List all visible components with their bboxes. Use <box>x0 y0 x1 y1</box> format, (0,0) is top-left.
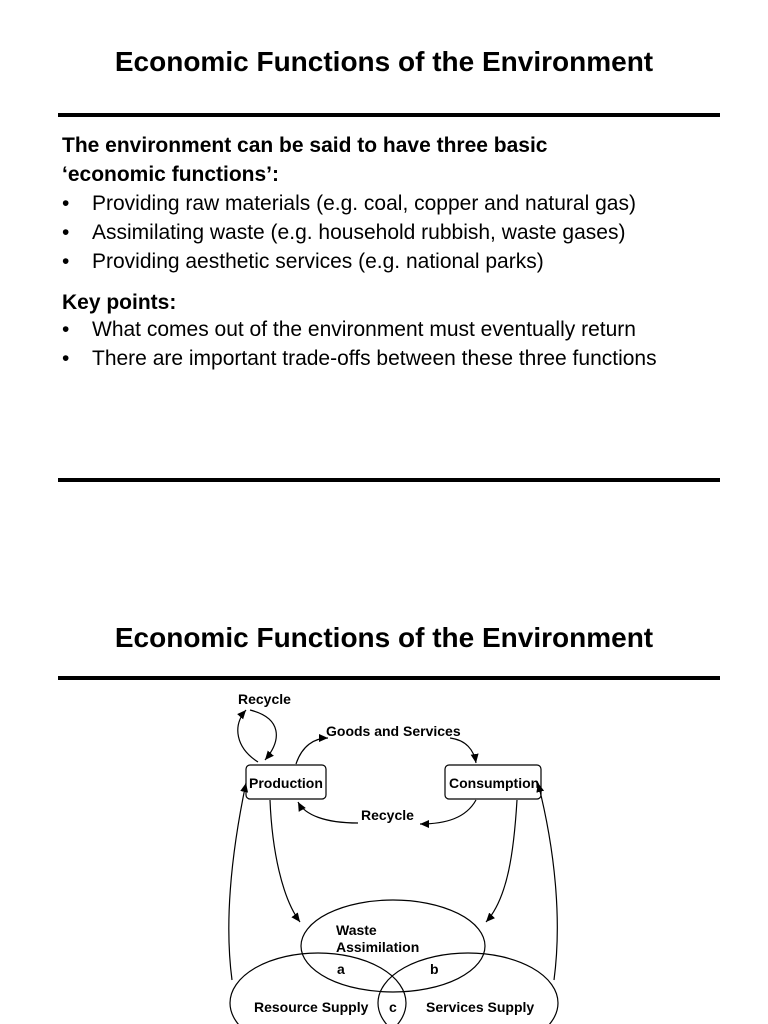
intro-line-2: ‘economic functions’: <box>62 163 280 186</box>
consumption-label: Consumption <box>449 775 540 791</box>
resources-to-production-arrow <box>229 783 246 980</box>
arrow-to-consumption <box>450 738 476 763</box>
arrow-to-goods-label <box>296 738 328 764</box>
services-to-consumption-arrow <box>538 783 557 980</box>
slide-1-bottom-divider <box>58 478 720 482</box>
bullet-marker: • <box>62 318 70 341</box>
region-c-label: c <box>389 999 397 1015</box>
recycle-loop-arrow <box>238 710 276 762</box>
region-a-label: a <box>337 961 345 977</box>
functions-list <box>62 189 722 276</box>
region-b-label: b <box>430 961 439 977</box>
production-label: Production <box>249 775 323 791</box>
resource-supply-label: Resource Supply <box>254 999 369 1015</box>
list-item-text: There are important trade-offs between these three functions <box>92 347 657 370</box>
environment-flow-diagram <box>0 680 768 1024</box>
list-item-text: What comes out of the environment must eventually return <box>92 318 636 341</box>
waste-label-line-1: Waste <box>336 922 377 938</box>
list-item <box>62 344 722 373</box>
slide-1-title: Economic Functions of the Environment <box>114 46 654 77</box>
list-item-text: Assimilating waste (e.g. household rubbish, waste gases) <box>92 221 626 244</box>
list-item <box>62 189 722 218</box>
list-item-text: Providing aesthetic services (e.g. national parks) <box>92 250 544 273</box>
title-divider <box>58 113 720 117</box>
recycle-to-production-arrow <box>298 802 358 823</box>
intro-text <box>62 131 722 189</box>
waste-label-line-2: Assimilation <box>336 939 420 955</box>
consumption-to-waste-arrow <box>486 800 517 922</box>
bullet-marker: • <box>62 221 70 244</box>
recycle-middle-label: Recycle <box>361 807 414 823</box>
list-item <box>62 247 722 276</box>
recycle-top-label: Recycle <box>238 691 291 707</box>
list-item <box>62 315 722 344</box>
slide-2-title: Economic Functions of the Environment <box>114 622 654 653</box>
bullet-marker: • <box>62 192 70 215</box>
goods-and-services-label: Goods and Services <box>326 723 461 739</box>
list-item-text: Providing raw materials (e.g. coal, copper and natural gas) <box>92 192 636 215</box>
key-points-heading: Key points: <box>62 291 177 314</box>
recycle-from-consumption-arrow <box>420 800 476 824</box>
intro-line-1: The environment can be said to have three basic <box>62 134 548 157</box>
list-item <box>62 218 722 247</box>
key-points-list <box>62 315 722 373</box>
bullet-marker: • <box>62 250 70 273</box>
services-supply-label: Services Supply <box>426 999 535 1015</box>
production-to-waste-arrow <box>270 800 300 922</box>
bullet-marker: • <box>62 347 70 370</box>
